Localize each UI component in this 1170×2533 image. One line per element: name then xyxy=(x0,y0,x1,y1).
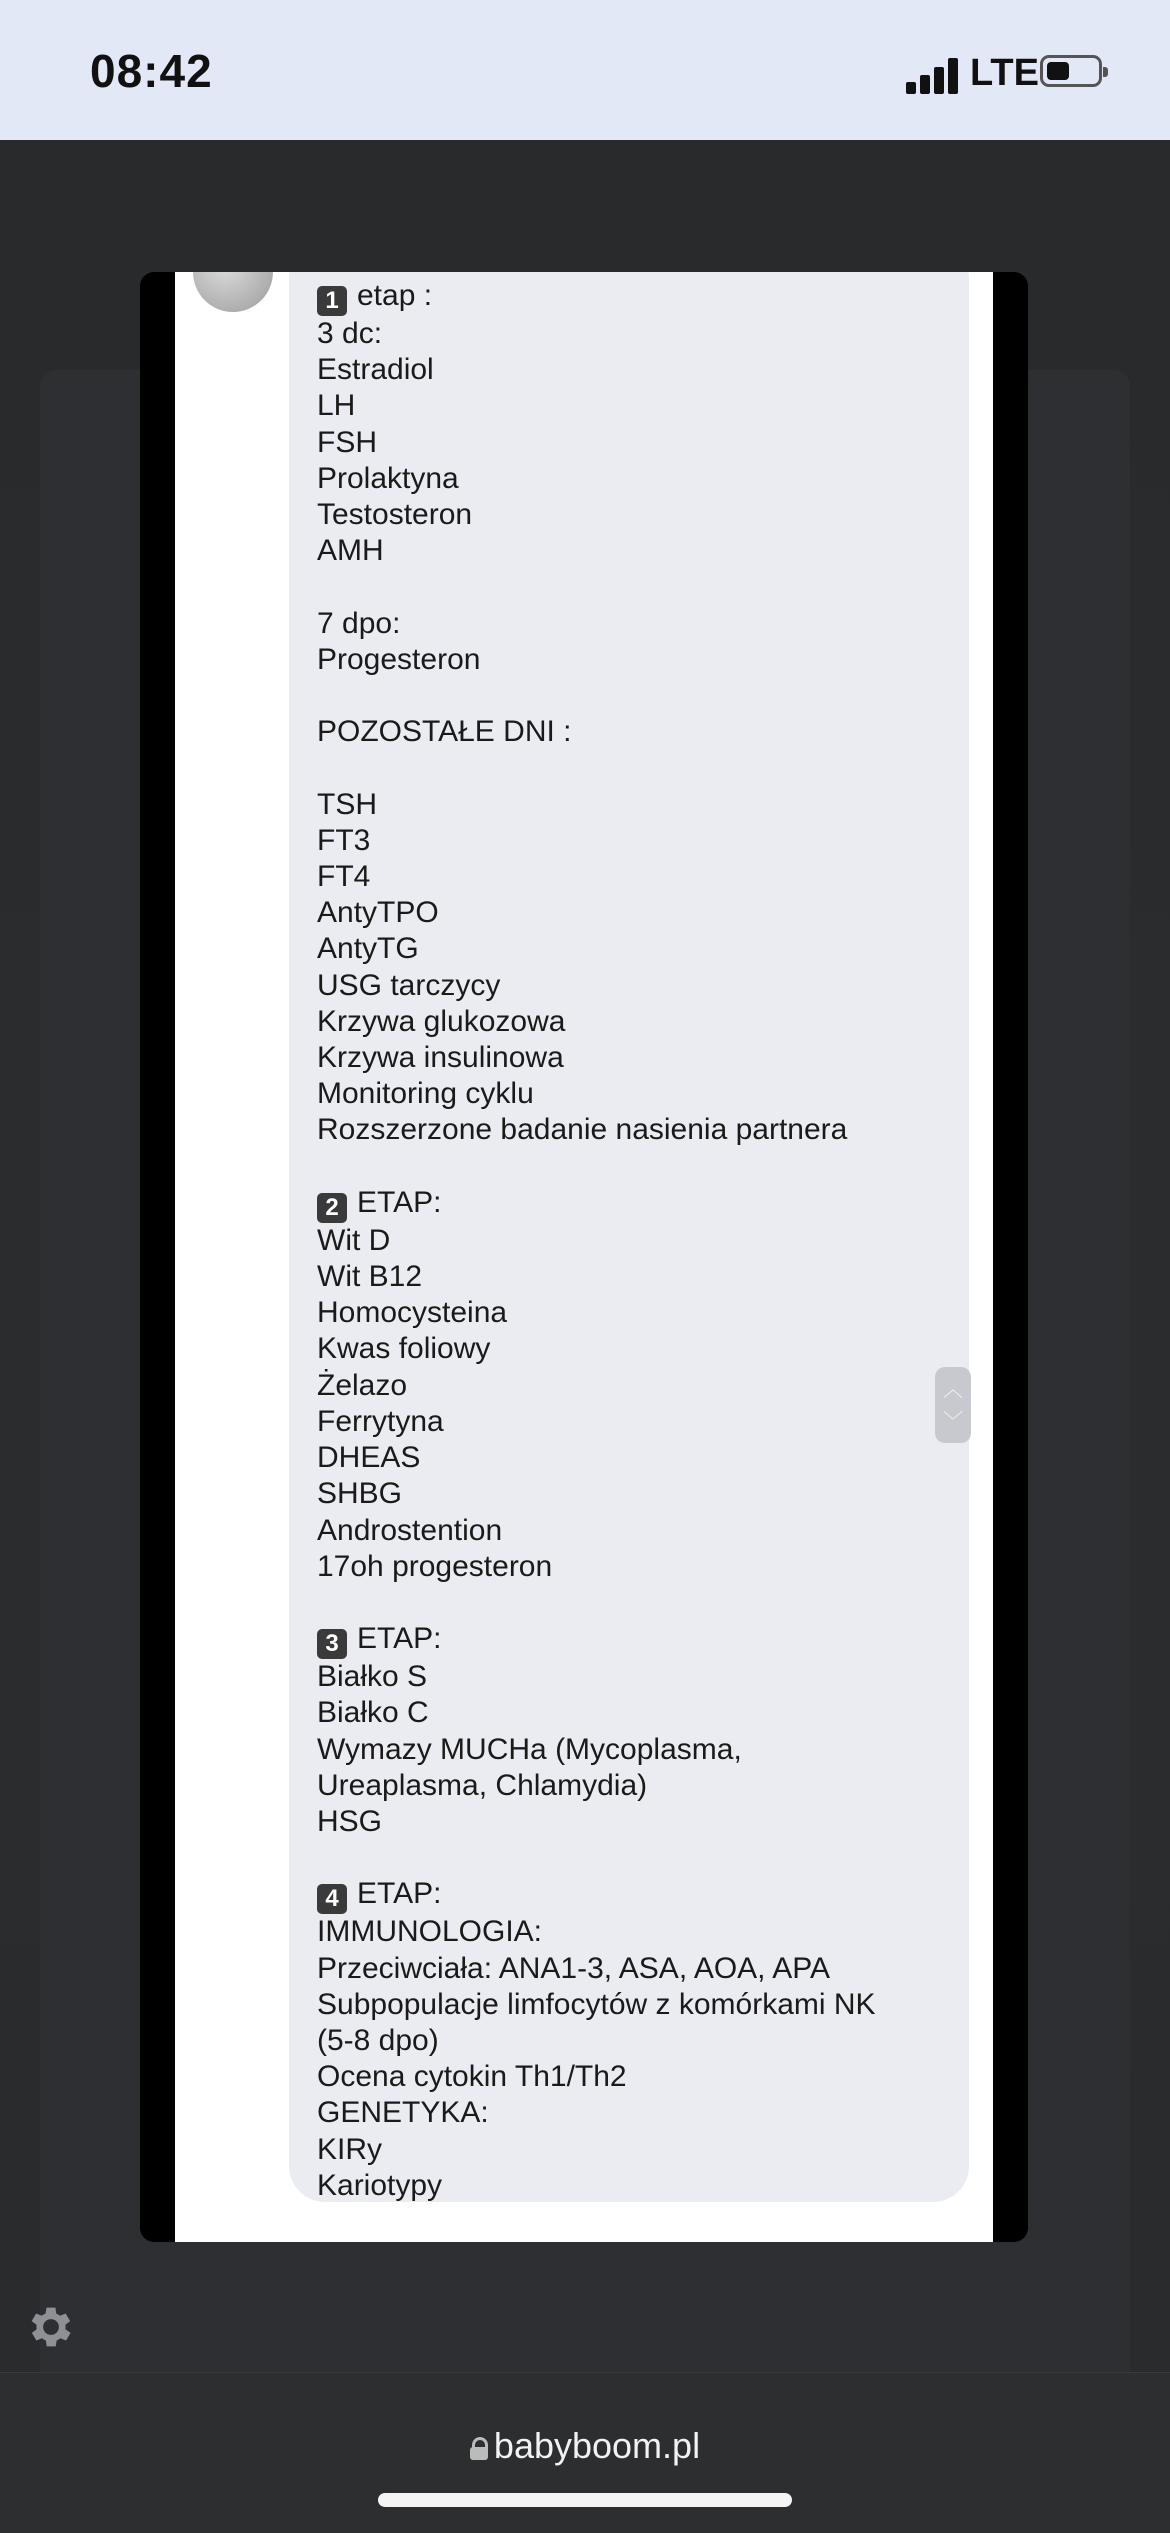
message-line: SHBG xyxy=(317,1477,403,1511)
message-line: Kwas foliowy xyxy=(317,1332,491,1366)
message-line: Monitoring cyklu xyxy=(317,1077,534,1111)
message-line: Estradiol xyxy=(317,353,434,387)
message-line: (5-8 dpo) xyxy=(317,2023,439,2057)
message-line: 4 ETAP: xyxy=(317,1876,957,1914)
message-line: Androstention xyxy=(317,1513,503,1547)
message-line: KIRy xyxy=(317,2132,383,2166)
message-line: Krzywa glukozowa xyxy=(317,1004,566,1038)
message-line xyxy=(317,1840,957,1876)
home-indicator[interactable] xyxy=(378,2493,792,2507)
message-line xyxy=(317,1585,957,1621)
network-label: LTE xyxy=(970,52,1039,94)
number-badge-icon: 2 xyxy=(317,1193,347,1223)
message-line: LH xyxy=(317,389,356,423)
message-text xyxy=(317,278,957,2204)
message-line: Krzywa insulinowa xyxy=(317,1041,564,1075)
message-line: HSG xyxy=(317,1804,383,1838)
message-line: AntyTG xyxy=(317,932,419,966)
message-line: Rozszerzone badanie nasienia partnera xyxy=(317,1113,848,1147)
browser-bar xyxy=(0,2372,1170,2533)
message-line: Żelazo xyxy=(317,1368,408,1402)
message-line: TSH xyxy=(317,787,377,821)
status-time: 08:42 xyxy=(90,45,213,97)
message-line: 1 etap : xyxy=(317,278,957,316)
battery-icon xyxy=(1040,55,1102,87)
screenshot-image xyxy=(175,272,993,2242)
url-text: babyboom.pl xyxy=(493,2425,701,2466)
message-line: Homocysteina xyxy=(317,1296,508,1330)
message-line: Wymazy MUCHa (Mycoplasma, xyxy=(317,1732,742,1766)
message-line xyxy=(317,1149,957,1185)
message-line: GENETYKA: xyxy=(317,2096,489,2130)
message-line: 7 dpo: xyxy=(317,606,401,640)
message-line: 17oh progesteron xyxy=(317,1549,553,1583)
message-line: 3 dc: xyxy=(317,317,383,350)
message-line: Subpopulacje limfocytów z komórkami NK xyxy=(317,1987,876,2021)
message-line: Prolaktyna xyxy=(317,461,459,495)
message-line xyxy=(317,750,957,786)
avatar xyxy=(193,272,273,312)
message-line: Progesteron xyxy=(317,642,481,676)
number-badge-icon: 4 xyxy=(317,1884,347,1914)
message-line xyxy=(317,569,957,605)
signal-icon xyxy=(906,58,962,94)
message-line xyxy=(317,678,957,714)
image-viewer[interactable] xyxy=(140,272,1028,2242)
message-line: 3 ETAP: xyxy=(317,1621,957,1659)
message-line: 2 ETAP: xyxy=(317,1185,957,1223)
address-bar[interactable] xyxy=(0,2425,1170,2467)
message-line: DHEAS xyxy=(317,1441,421,1475)
message-line: Białko C xyxy=(317,1696,429,1730)
message-line: AMH xyxy=(317,534,384,568)
message-line: Kariotypy xyxy=(317,2168,443,2202)
message-line: USG tarczycy xyxy=(317,968,501,1002)
message-line: FT4 xyxy=(317,860,371,894)
message-line: Wit B12 xyxy=(317,1260,423,1294)
message-line: Przeciwciała: ANA1-3, ASA, AOA, APA xyxy=(317,1951,831,1985)
message-line: FSH xyxy=(317,425,377,459)
message-line: IMMUNOLOGIA: xyxy=(317,1915,543,1949)
message-line: Testosteron xyxy=(317,498,473,532)
message-line: AntyTPO xyxy=(317,896,439,930)
lock-icon xyxy=(470,2437,488,2459)
message-line: Ferrytyna xyxy=(317,1404,444,1438)
message-line: POZOSTAŁE DNI : xyxy=(317,715,572,749)
message-line: Wit D xyxy=(317,1223,391,1257)
message-line: Białko S xyxy=(317,1660,428,1694)
gear-icon[interactable] xyxy=(24,2300,78,2354)
number-badge-icon: 1 xyxy=(317,286,347,316)
message-line: Ocena cytokin Th1/Th2 xyxy=(317,2060,627,2094)
scroll-handle[interactable]: ︿ ﹀ xyxy=(935,1367,971,1443)
message-line: FT3 xyxy=(317,823,371,857)
message-line: Ureaplasma, Chlamydia) xyxy=(317,1768,648,1802)
number-badge-icon: 3 xyxy=(317,1629,347,1659)
status-bar xyxy=(0,0,1170,140)
